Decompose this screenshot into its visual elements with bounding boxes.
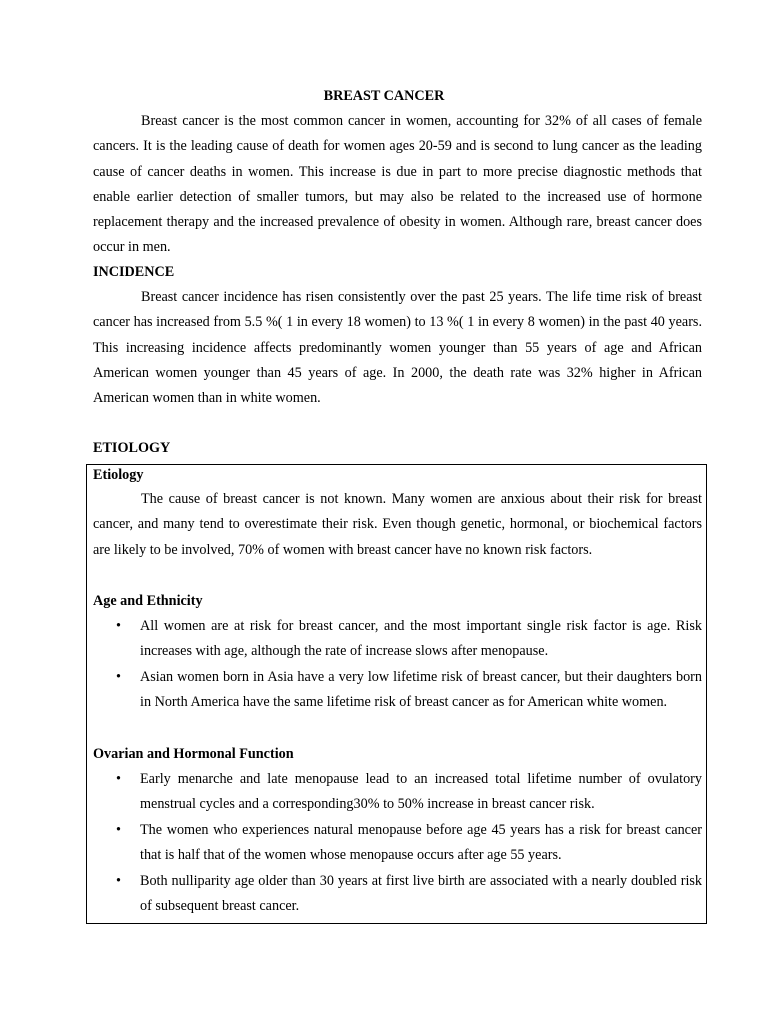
etiology-box-text: The cause of breast cancer is not known. Many women are anxious about their risk for breast cancer, and many tend to overestimate their risk. Even though genetic, hormonal, or biochemical factors are likely to be involved, 70% of women with breast cancer have no known risk factors. <box>93 491 702 558</box>
intro-paragraph <box>93 109 702 261</box>
list-item-text: Early menarche and late menopause lead to an increased total lifetime number of ovulatory menstrual cycles and a corresponding30% to 50% increase in breast cancer risk. <box>140 771 702 813</box>
list-item-text: The women who experiences natural menopause before age 45 years has a risk for breast cancer that is half that of the women whose menopause occurs after age 55 years. <box>140 822 702 864</box>
ovarian-hormonal-heading: Ovarian and Hormonal Function <box>93 746 294 762</box>
bullet-icon: • <box>116 669 121 685</box>
etiology-heading: ETIOLOGY <box>93 440 171 456</box>
etiology-box <box>86 464 707 924</box>
list-item <box>116 869 702 920</box>
list-item-text: Asian women born in Asia have a very low lifetime risk of breast cancer, but their daughters born in North America have the same lifetime risk of breast cancer as for American white women. <box>140 669 702 711</box>
bullet-icon: • <box>116 771 121 787</box>
incidence-heading: INCIDENCE <box>93 264 175 280</box>
bullet-icon: • <box>116 873 121 889</box>
incidence-text: Breast cancer incidence has risen consistently over the past 25 years. The life time risk of breast cancer has increased from 5.5 %( 1 in every 18 women) to 13 %( 1 in every 8 women) in the past 40 years. This increasing incidence affects predominantly women younger than 55 years of age and African American women younger than 45 years of age. In 2000, the death rate was 32% higher in African American women than in white women. <box>93 289 702 407</box>
list-item <box>116 665 702 716</box>
bullet-icon: • <box>116 618 121 634</box>
intro-text: Breast cancer is the most common cancer in women, accounting for 32% of all cases of female cancers. It is the leading cause of death for women ages 20-59 and is second to lung cancer as the leading cause of cancer deaths in women. This increase is due in part to more precise diagnostic methods that enable earlier detection of smaller tumors, but may also be related to the increased use of hormone replacement therapy and the increased prevalence of obesity in women. Although rare, breast cancer does occur in men. <box>93 113 702 256</box>
bullet-icon: • <box>116 822 121 838</box>
list-item <box>116 818 702 869</box>
etiology-box-paragraph <box>93 487 702 563</box>
document-title: BREAST CANCER <box>323 88 445 104</box>
list-item-text: Both nulliparity age older than 30 years at first live birth are associated with a nearly doubled risk of subsequent breast cancer. <box>140 873 702 915</box>
list-item-text: All women are at risk for breast cancer, and the most important single risk factor is age. Risk increases with age, although the rate of increase slows after menopause. <box>140 618 702 660</box>
incidence-paragraph <box>93 285 702 411</box>
etiology-box-title: Etiology <box>93 467 144 483</box>
list-item <box>116 767 702 818</box>
age-ethnicity-heading: Age and Ethnicity <box>93 593 203 609</box>
list-item <box>116 614 702 665</box>
